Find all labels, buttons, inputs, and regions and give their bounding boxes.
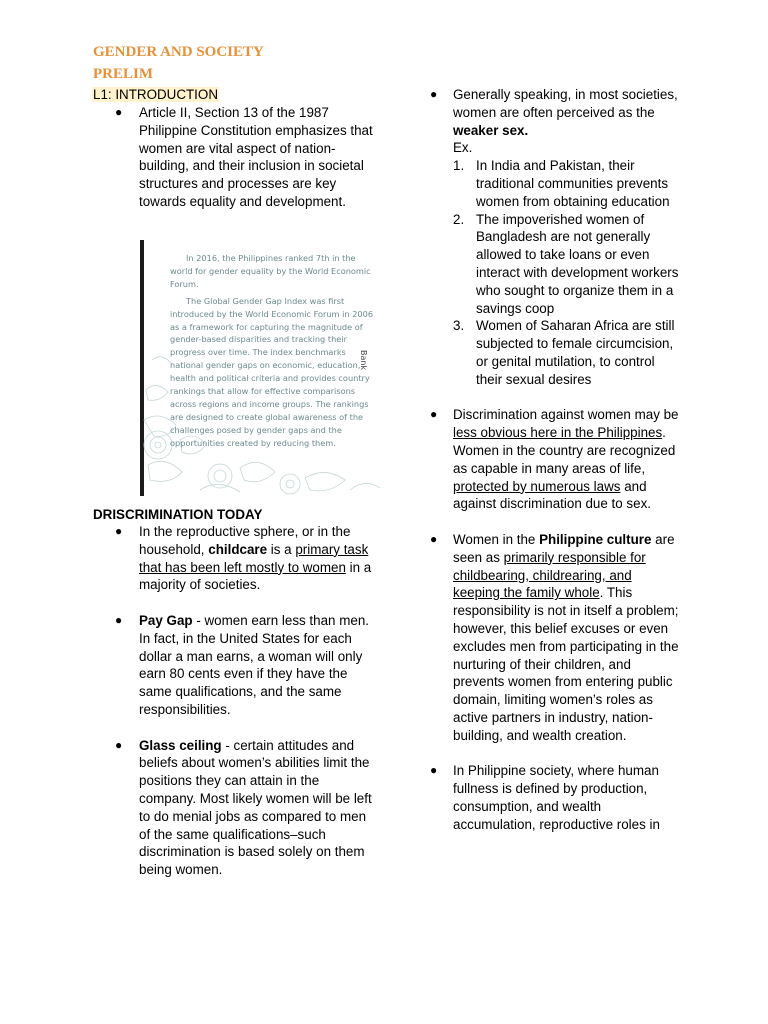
gender-gap-infographic	[140, 240, 383, 496]
list-item: ● Discrimination against women may be less obvious here in the Philippines. Women in the country are recognized as capable in many areas of life, protected by numerous laws and against discrimination due to sex.	[430, 407, 679, 512]
bullet-icon: ●	[115, 105, 123, 119]
bullet-icon: ●	[430, 531, 438, 546]
list-item: ● Generally speaking, in most societies, women are often perceived as the weaker sex. Ex.	[430, 87, 678, 156]
document-subtitle: PRELIM	[93, 66, 153, 82]
figure-paragraph-2: The Global Gender Gap Index was first introduced by the World Economic Forum in 2006 as a framework for capturing the magnitude of gender-based disparities and tracking their progress over time. The index benchmarks national gender gaps on economic, education, health and political criteria and provides country rankings that allow for effective comparisons across regions and income groups. The rankings are designed to create global awareness of the challenges posed by gender gaps and the opportunities created by reducing them.	[170, 295, 374, 448]
lesson-heading: L1: INTRODUCTION	[93, 87, 218, 102]
bullet-icon: ●	[115, 524, 123, 538]
figure-text	[170, 252, 374, 454]
list-item: ● In the reproductive sphere, or in the household, childcare is a primary task that has been left mostly to women in a majority of societies.	[115, 524, 372, 593]
list-item: ● Women in the Philippine culture are seen as primarily responsible for childbearing, childrearing, and keeping the family whole. This responsibility is not in itself a problem; however, this belief excuses or even excludes men from participating in the nurturing of their children, and prevents women from entering public domain, limiting women’s roles as active partners in industry, nation-building, and wealth creation.	[430, 531, 679, 743]
left-column-discrimination	[93, 523, 373, 879]
list-item: ● Pay Gap - women earn less than men. In fact, in the United States for each dollar a man earns, a woman will only earn 80 cents even if they have the same qualifications, and the same responsibilities.	[115, 612, 369, 717]
bullet-icon: ●	[430, 763, 438, 778]
bullet-icon: ●	[115, 612, 123, 627]
list-item: ● In Philippine society, where human fullness is defined by production, consumption, and wealth accumulation, reproductive roles in	[430, 763, 660, 832]
right-column	[430, 86, 682, 833]
document-title: GENDER AND SOCIETY	[93, 44, 264, 60]
example-label: Ex.	[453, 140, 473, 156]
section-heading: DRISCRIMINATION TODAY	[93, 507, 263, 522]
numbered-item: 2. The impoverished women of Bangladesh are not generally allowed to take loans or even interact with development workers who sought to organize them in a savings coop	[453, 211, 679, 316]
left-column-intro	[93, 104, 373, 211]
figure-side-label: Bank	[359, 350, 368, 371]
bullet-icon: ●	[115, 737, 123, 752]
numbered-item: 1. In India and Pakistan, their traditional communities prevents women from obtaining education	[453, 158, 670, 209]
bullet-icon: ●	[430, 87, 438, 101]
list-item: ● Article II, Section 13 of the 1987 Philippine Constitution emphasizes that women are vital aspect of nation-building, and their inclusion in societal structures and processes are key towards equality and development.	[115, 105, 373, 209]
figure-paragraph-1: In 2016, the Philippines ranked 7th in the world for gender equality by the World Economic Forum.	[170, 253, 371, 289]
bullet-icon: ●	[430, 407, 438, 422]
list-item: ● Glass ceiling - certain attitudes and beliefs about women’s abilities limit the positions they can attain in the company. Most likely women will be left to do menial jobs as compared to men of the same qualifications–such discrimination is based solely on them being women.	[115, 737, 372, 878]
numbered-item: 3. Women of Saharan Africa are still subjected to female circumcision, or genital mutilation, to control their sexual desires	[453, 318, 675, 387]
